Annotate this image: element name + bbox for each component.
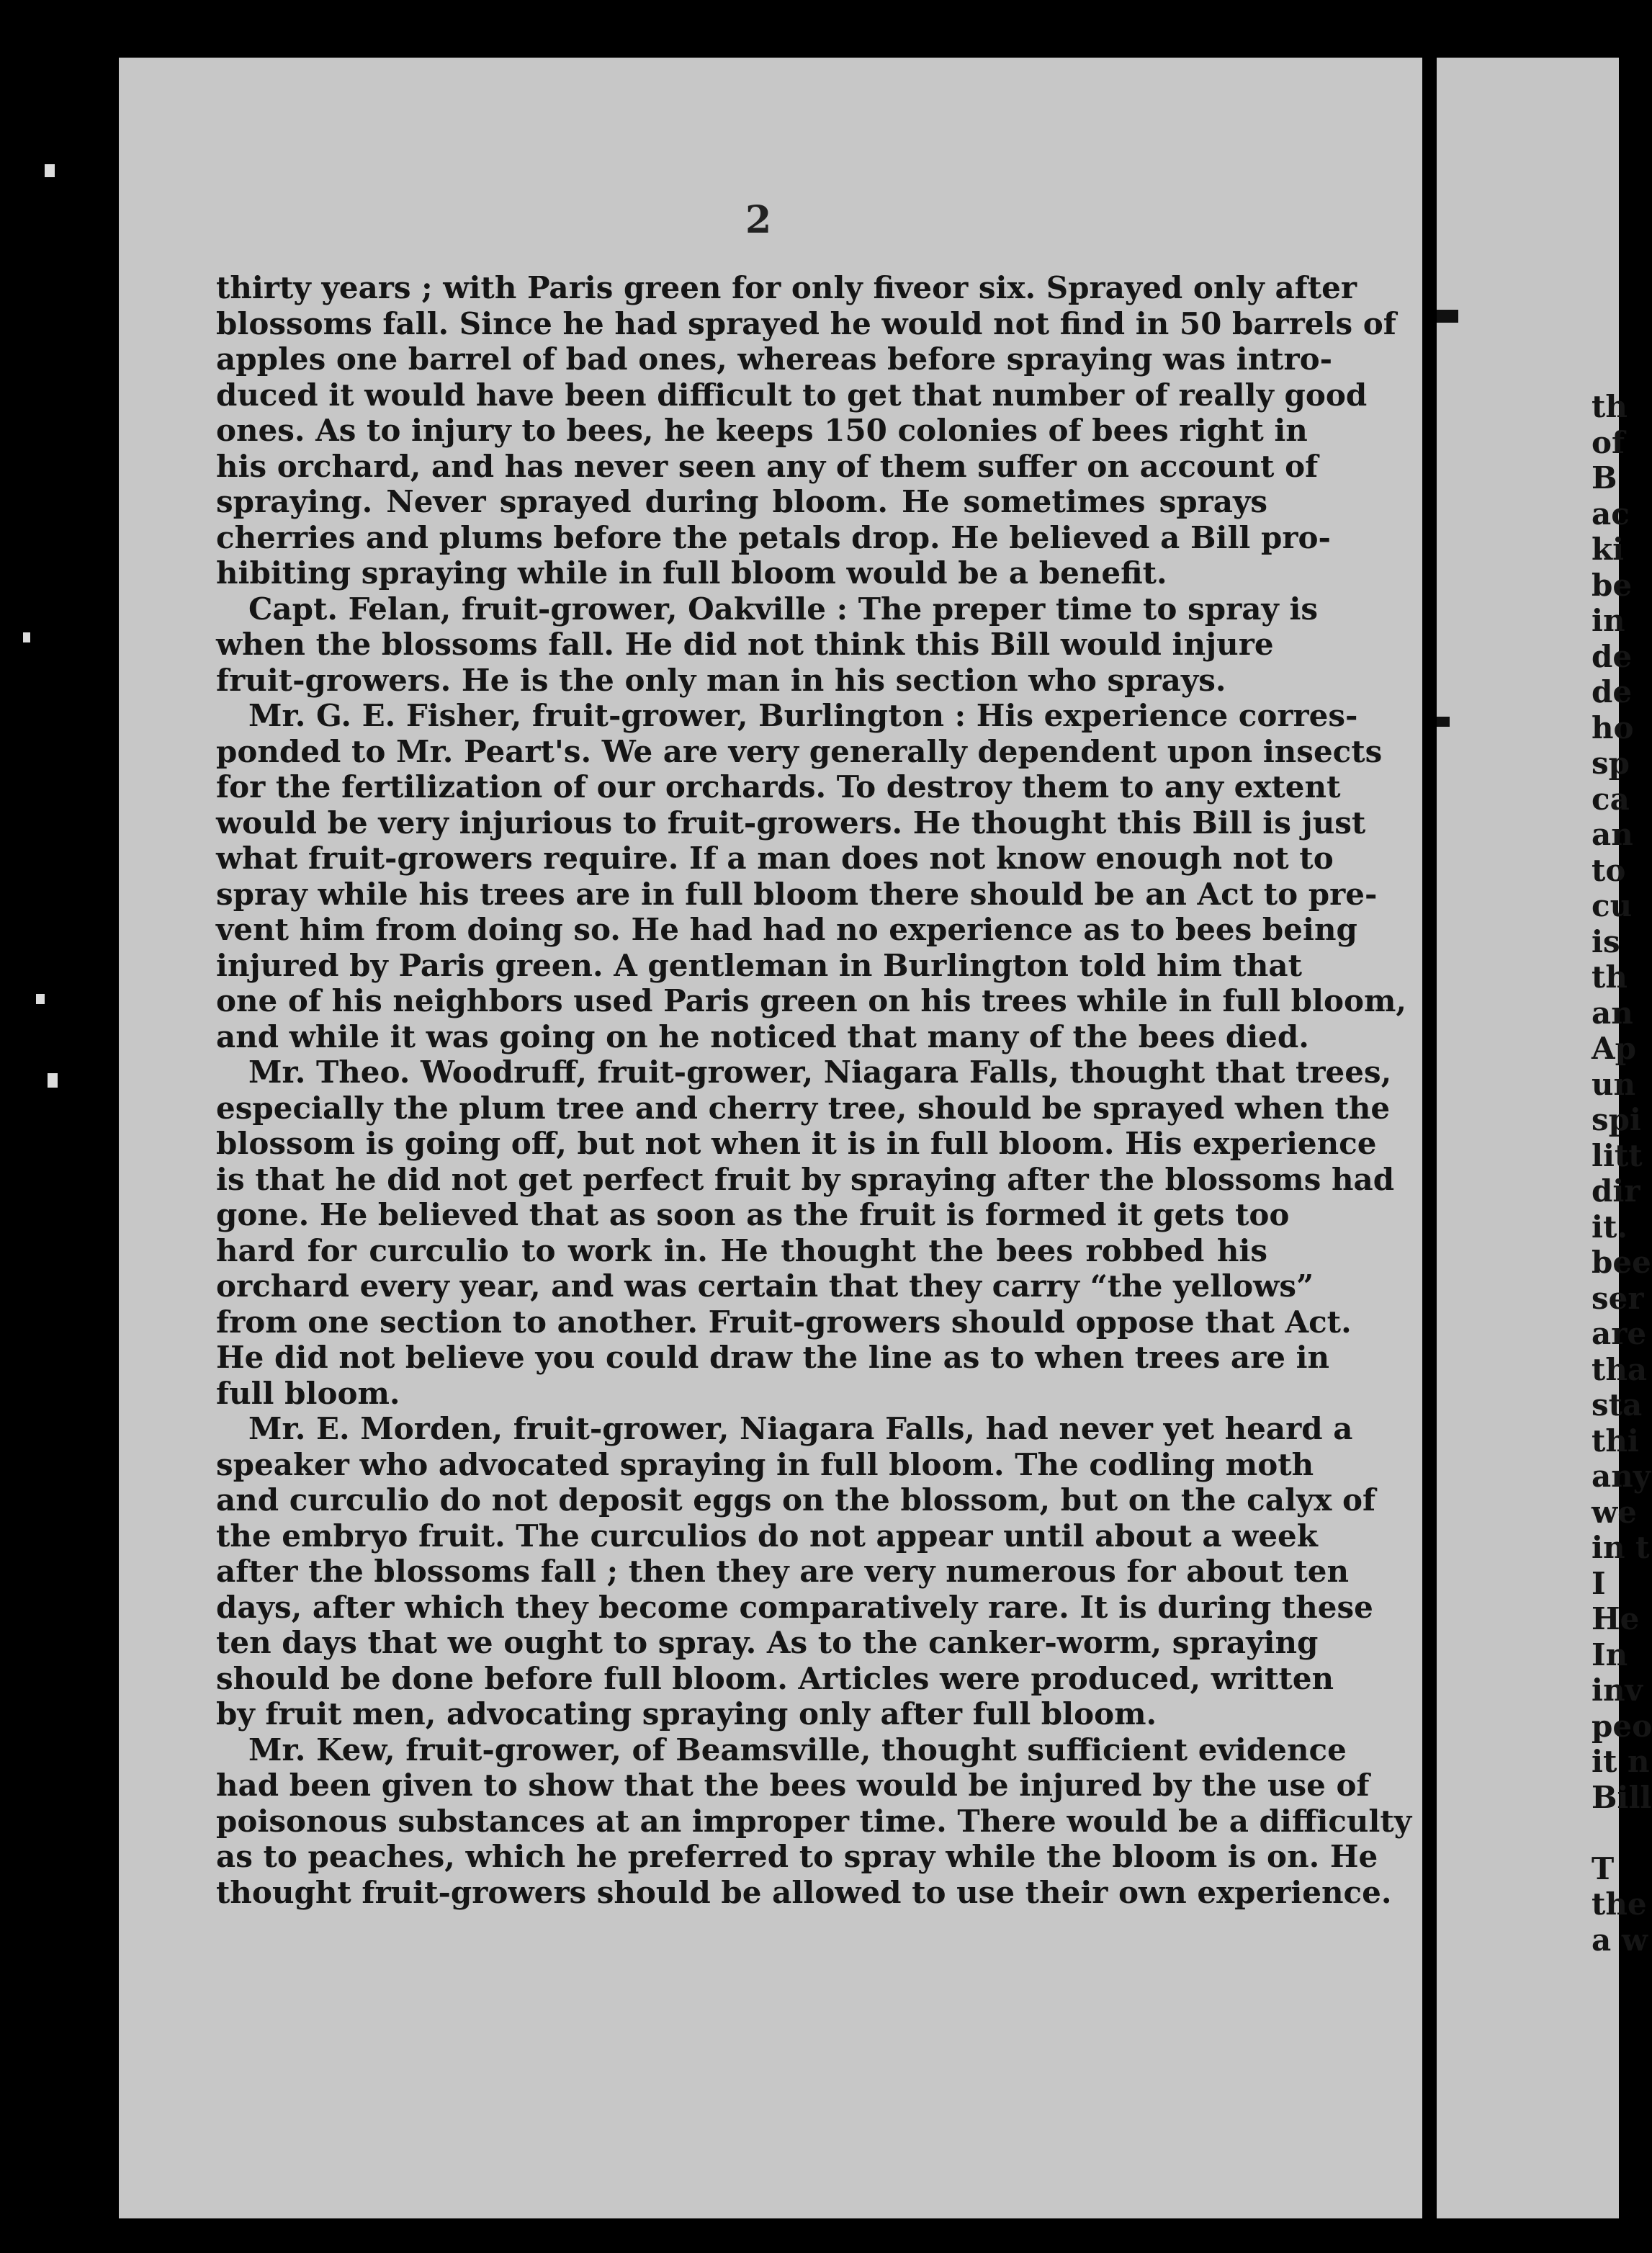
right-page-fragment: a w: [1592, 1922, 1648, 1958]
right-page-fragment: bee: [1592, 1245, 1651, 1280]
right-page-fragment: it.: [1592, 1209, 1628, 1245]
paragraph: [216, 1054, 1395, 1411]
right-page-fragment: ca: [1592, 781, 1630, 817]
paragraph: [216, 591, 1319, 699]
scan-speck: [45, 164, 55, 177]
text-line: when the blossoms fall. He did not think this Bill would injure: [216, 627, 1274, 662]
right-page-fragment: tha: [1592, 1351, 1648, 1387]
text-line: as to peaches, which he preferred to spray while the bloom is on. He: [216, 1839, 1378, 1874]
right-page-fragment: it n: [1592, 1744, 1650, 1779]
text-line: speaker who advocated spraying in full bloom. The codling moth: [216, 1446, 1314, 1482]
right-page-fragment: Bill: [1592, 1779, 1652, 1815]
right-page-fragment: in t: [1592, 1530, 1650, 1565]
text-line: especially the plum tree and cherry tree, should be sprayed when the: [216, 1090, 1391, 1126]
right-page-fragment: th: [1592, 389, 1628, 424]
right-page-fragment: ho: [1592, 709, 1634, 745]
text-line: Mr. Theo. Woodruff, fruit-grower, Niagara Falls, thought that trees,: [248, 1054, 1392, 1090]
right-page-fragment: litt: [1592, 1137, 1643, 1173]
text-line: full bloom.: [216, 1375, 400, 1411]
right-page-fragment: sp: [1592, 745, 1630, 781]
right-page-fragment: dir: [1592, 1173, 1640, 1209]
right-page-fragment: spi: [1592, 1102, 1641, 1137]
text-line: one of his neighbors used Paris green on his trees while in full bloom,: [216, 983, 1407, 1018]
text-line: is that he did not get perfect fruit by spraying after the blossoms had: [216, 1161, 1395, 1197]
right-page-fragment: cu: [1592, 888, 1633, 923]
text-line: after the blossoms fall ; then they are very numerous for about ten: [216, 1554, 1350, 1589]
paragraph: [216, 270, 1396, 591]
text-line: thought fruit-growers should be allowed to use their own experience.: [216, 1874, 1392, 1910]
paragraph: [216, 1411, 1376, 1732]
right-page-fragment: is: [1592, 923, 1620, 959]
text-line: spray while his trees are in full bloom there should be an Act to pre-: [216, 876, 1378, 912]
page-gutter: [1422, 0, 1437, 2253]
right-page-fragment: ac: [1592, 496, 1630, 532]
text-line: cherries and plums before the petals drop. He believed a Bill pro-: [216, 519, 1331, 555]
text-line: Mr. Kew, fruit-grower, of Beamsville, thought sufficient evidence: [248, 1732, 1347, 1768]
scan-mark: [1437, 717, 1450, 727]
text-line: from one section to another. Fruit-growers should oppose that Act.: [216, 1304, 1352, 1340]
text-line: spraying. Never sprayed during bloom. He sometimes sprays: [216, 484, 1267, 519]
text-line: and curculio do not deposit eggs on the blossom, but on the calyx of: [216, 1482, 1376, 1518]
text-line: what fruit-growers require. If a man does not know enough not to: [216, 841, 1334, 876]
scan-speck: [36, 994, 45, 1004]
text-line: had been given to show that the bees would be injured by the use of: [216, 1768, 1370, 1803]
right-page-fragment: th: [1592, 959, 1628, 995]
page-number: 2: [745, 198, 772, 242]
scan-speck: [23, 632, 30, 642]
right-page-fragment: sta: [1592, 1387, 1643, 1423]
right-page-fragment: are: [1592, 1316, 1647, 1351]
right-page-fragment: [1592, 1815, 1652, 1851]
text-line: gone. He believed that as soon as the fruit is formed it gets too: [216, 1197, 1290, 1232]
right-page-fragment: un: [1592, 1066, 1636, 1102]
right-page-fragment: T: [1592, 1850, 1615, 1886]
text-line: blossom is going off, but not when it is in full bloom. His experience: [216, 1126, 1377, 1161]
right-page-fragment: I: [1592, 1565, 1606, 1601]
text-line: Mr. G. E. Fisher, fruit-grower, Burlington : His experience corres-: [248, 698, 1358, 733]
text-line: He did not believe you could draw the line as to when trees are in: [216, 1340, 1330, 1375]
right-page-fragment: the: [1592, 1886, 1647, 1922]
text-line: thirty years ; with Paris green for only fiveor six. Sprayed only after: [216, 270, 1357, 305]
right-page-fragment: de: [1592, 674, 1633, 709]
right-page-text: [1592, 389, 1652, 1958]
right-page-fragment: of: [1592, 424, 1625, 460]
text-line: blossoms fall. Since he had sprayed he would not find in 50 barrels of: [216, 305, 1396, 341]
text-line: should be done before full bloom. Articles were produced, written: [216, 1660, 1334, 1696]
text-line: vent him from doing so. He had had no experience as to bees being: [216, 912, 1357, 947]
text-line: fruit-growers. He is the only man in his section who sprays.: [216, 662, 1226, 698]
text-line: apples one barrel of bad ones, whereas before spraying was intro-: [216, 341, 1333, 377]
right-page-fragment: we: [1592, 1494, 1637, 1530]
right-page: [1437, 58, 1652, 2218]
right-page-fragment: thi: [1592, 1423, 1639, 1459]
scan-mark: [1437, 310, 1458, 323]
text-line: duced it would have been difficult to get that number of really good: [216, 377, 1368, 413]
text-line: hard for curculio to work in. He thought the bees robbed his: [216, 1232, 1267, 1268]
text-line: Mr. E. Morden, fruit-grower, Niagara Falls, had never yet heard a: [248, 1411, 1353, 1446]
text-line: injured by Paris green. A gentleman in Burlington told him that: [216, 947, 1303, 983]
text-line: his orchard, and has never seen any of them suffer on account of: [216, 448, 1319, 484]
text-line: Capt. Felan, fruit-grower, Oakville : The preper time to spray is: [248, 591, 1319, 627]
paragraph: [216, 1732, 1412, 1911]
text-line: days, after which they become comparatively rare. It is during these: [216, 1589, 1373, 1625]
right-page-fragment: peo: [1592, 1708, 1652, 1744]
right-page-fragment: ki: [1592, 532, 1625, 567]
text-line: poisonous substances at an improper time. There would be a difficulty: [216, 1803, 1412, 1839]
right-page-fragment: He: [1592, 1601, 1640, 1636]
right-page-fragment: de: [1592, 638, 1633, 674]
right-page-fragment: any: [1592, 1459, 1651, 1494]
text-line: for the fertilization of our orchards. To destroy them to any extent: [216, 769, 1341, 805]
right-page-fragment: B: [1592, 460, 1617, 496]
right-page-fragment: Ap: [1592, 1031, 1636, 1066]
text-line: the embryo fruit. The curculios do not appear until about a week: [216, 1518, 1318, 1554]
body-text: [216, 270, 1412, 1910]
text-line: ones. As to injury to bees, he keeps 150 colonies of bees right in: [216, 413, 1308, 448]
right-page-fragment: in: [1592, 603, 1625, 638]
text-line: hibiting spraying while in full bloom would be a benefit.: [216, 555, 1167, 591]
right-page-fragment: to: [1592, 852, 1626, 888]
scan-speck: [48, 1073, 58, 1088]
text-line: by fruit men, advocating spraying only after full bloom.: [216, 1696, 1157, 1732]
right-page-fragment: an: [1592, 817, 1633, 852]
text-line: would be very injurious to fruit-growers. He thought this Bill is just: [216, 805, 1366, 841]
right-page-fragment: ser: [1592, 1280, 1644, 1316]
text-line: ponded to Mr. Peart's. We are very generally dependent upon insects: [216, 733, 1383, 769]
text-line: and while it was going on he noticed that many of the bees died.: [216, 1018, 1309, 1054]
right-page-fragment: be: [1592, 567, 1633, 603]
right-page-fragment: inv: [1592, 1672, 1643, 1708]
text-line: orchard every year, and was certain that they carry “the yellows”: [216, 1268, 1314, 1304]
right-page-fragment: an: [1592, 995, 1633, 1031]
paragraph: [216, 698, 1407, 1054]
text-line: ten days that we ought to spray. As to the canker-worm, spraying: [216, 1625, 1319, 1660]
right-page-fragment: In: [1592, 1636, 1628, 1672]
